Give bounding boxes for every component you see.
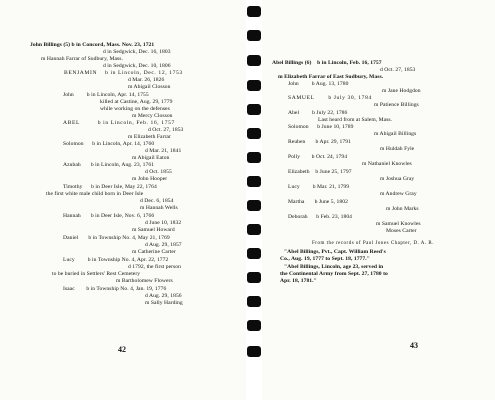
text-line: d Aug. 29, 1857 — [145, 242, 182, 248]
text-line: d 1792, the first person — [128, 264, 181, 270]
binding-coil — [247, 200, 261, 211]
text-line: m Hannah Wells — [140, 205, 178, 211]
text-line: d Oct. 27, 1853 — [380, 67, 416, 73]
quote-line: the Continental Army from Sept. 27, 1780 to — [280, 271, 388, 277]
text-line: d Dec. 6, 1854 — [140, 198, 174, 204]
child-abel: ABEL b in Lincoln, Feb. 16, 1757 — [63, 120, 175, 126]
child-elizabeth: Elizabeth b June 25, 1797 — [288, 169, 352, 175]
text-line: m Samuel Howard — [132, 227, 175, 233]
text-line: m Huldah Fyle — [380, 146, 415, 152]
text-line: m Jane Hodgdon — [382, 88, 421, 94]
page-number-left: 42 — [118, 345, 126, 354]
text-line: d Oct. 1855 — [145, 169, 172, 175]
text-line: to be buried in Settlers' Rest Cemetery — [52, 271, 141, 277]
text-line: m John Marks — [386, 206, 419, 212]
binding-coil — [247, 248, 261, 259]
binding-coil — [247, 272, 261, 283]
quote-line: Co., Aug. 19, 1777 to Sept. 18, 1777." — [280, 256, 370, 262]
text-line: m Elizabeth Farrar of East Sudbury, Mass. — [278, 74, 384, 80]
text-line: d June 10, 1832 — [145, 220, 182, 226]
text-line: m John Hooper — [132, 176, 168, 182]
spiral-binding — [246, 0, 262, 400]
child-daniel: Daniel b in Township No. 4, May 21, 1769 — [63, 235, 170, 241]
child-samuel: SAMUEL b July 30, 1784 — [288, 95, 372, 101]
child-reuben: Reuben b Apr. 29, 1791 — [288, 139, 351, 145]
binding-coil — [247, 30, 261, 41]
text-line: m Abigail Closson — [128, 84, 171, 90]
text-line: m Abigail Eaton — [132, 155, 170, 161]
child-john: John b in Lincoln, Apr. 14, 1755 — [63, 92, 149, 98]
records-source: From the records of Paul Jones Chapter, D. A. R. — [312, 241, 434, 246]
child-solomon: Solomon b in Lincoln, Apr. 14, 1760 — [63, 141, 155, 147]
binding-coil — [247, 6, 261, 17]
text-line: killed at Castine, Aug. 29, 1779 — [100, 99, 173, 105]
quote-line: Apr. 18, 1781." — [280, 278, 317, 284]
binding-coil — [247, 55, 261, 66]
text-line: m Joshua Gray — [380, 176, 415, 182]
text-line: m Bartholomew Flowers — [116, 278, 173, 284]
text-line: d in Sedgwick, Dec. 16, 1803 — [103, 49, 171, 55]
text-line: d Mar. 21, 1841 — [145, 148, 182, 154]
quote-line: "Abel Billings, Pvt., Capt. William Reed's — [284, 249, 386, 255]
child-isaac: Isaac b in Township No. 4, Jan. 19, 1776 — [63, 286, 167, 292]
child-hannah: Hannah b in Deer Isle, Nov. 6, 1766 — [63, 213, 155, 219]
binding-coil — [247, 128, 261, 139]
text-line: Moses Carter — [386, 228, 417, 234]
binding-coil — [247, 80, 261, 91]
child-martha: Martha b June 5, 1802 — [288, 199, 348, 205]
child-azubah: Azubah b in Lincoln, Aug. 23, 1761 — [63, 162, 155, 168]
text-line: m Abigail Billings — [374, 131, 417, 137]
binding-coil — [247, 346, 261, 357]
text-line: m Nathaniel Knowles — [362, 161, 412, 167]
entry-head-john: John Billings (5) b in Concord, Mass. Nov. 23, 1721 — [30, 42, 155, 48]
child-abel: Abel b July 22, 1786 — [288, 110, 348, 116]
binding-coil — [247, 104, 261, 115]
text-line: m Hannah Farrar of Sudbury, Mass. — [41, 56, 123, 62]
text-line: m Samuel Knowles — [376, 221, 421, 227]
text-line: m Patience Billings — [374, 102, 419, 108]
child-lucy: Lucy b in Township No. 4, Apr. 22, 1772 — [63, 257, 169, 263]
left-page — [0, 0, 246, 400]
text-line: while working on the defenses — [100, 106, 170, 112]
text-line: the first white male child born in Deer Isle — [46, 191, 144, 197]
text-line: m Andrew Gray — [380, 191, 417, 197]
text-line: m Mercy Closson — [132, 113, 173, 119]
text-line: m Sally Harding — [145, 300, 183, 306]
text-line: d Oct. 27, 1853 — [148, 127, 184, 133]
text-line: d in Sedgwick, Dec. 10, 1806 — [103, 63, 171, 69]
binding-coil — [247, 296, 261, 307]
text-line: Last heard from at Salem, Mass. — [318, 117, 393, 123]
child-lucy: Lucy b Mar. 21, 1799 — [288, 184, 350, 190]
child-deborah: Deborah b Feb. 23, 1804 — [288, 214, 353, 220]
entry-head-abel: Abel Billings (6) b in Lincoln, Feb. 16, 1757 — [272, 60, 382, 66]
child-polly: Polly b Oct. 24, 1794 — [288, 154, 348, 160]
binding-coil — [247, 152, 261, 163]
child-john: John b Aug. 13, 1780 — [288, 81, 349, 87]
text-line: d Aug. 29, 1856 — [145, 293, 182, 299]
binding-coil — [247, 320, 261, 331]
page-number-right: 43 — [410, 341, 418, 350]
child-timothy: Timothy b in Deer Isle, May 22, 1764 — [63, 184, 157, 190]
child-solomon: Solomon b June 10, 1789 — [288, 124, 354, 130]
child-benjamin: BENJAMIN b in Lincoln, Dec. 12, 1753 — [64, 70, 183, 76]
right-page — [262, 0, 495, 400]
binding-coil — [247, 224, 261, 235]
text-line: d Mar. 26, 1826 — [128, 77, 165, 83]
text-line: m Catherine Carter — [132, 249, 176, 255]
quote-line: "Abel Billings, Lincoln, age 23, served in — [284, 264, 384, 270]
binding-coil — [247, 176, 261, 187]
text-line: m Elizabeth Farrar — [128, 134, 171, 140]
